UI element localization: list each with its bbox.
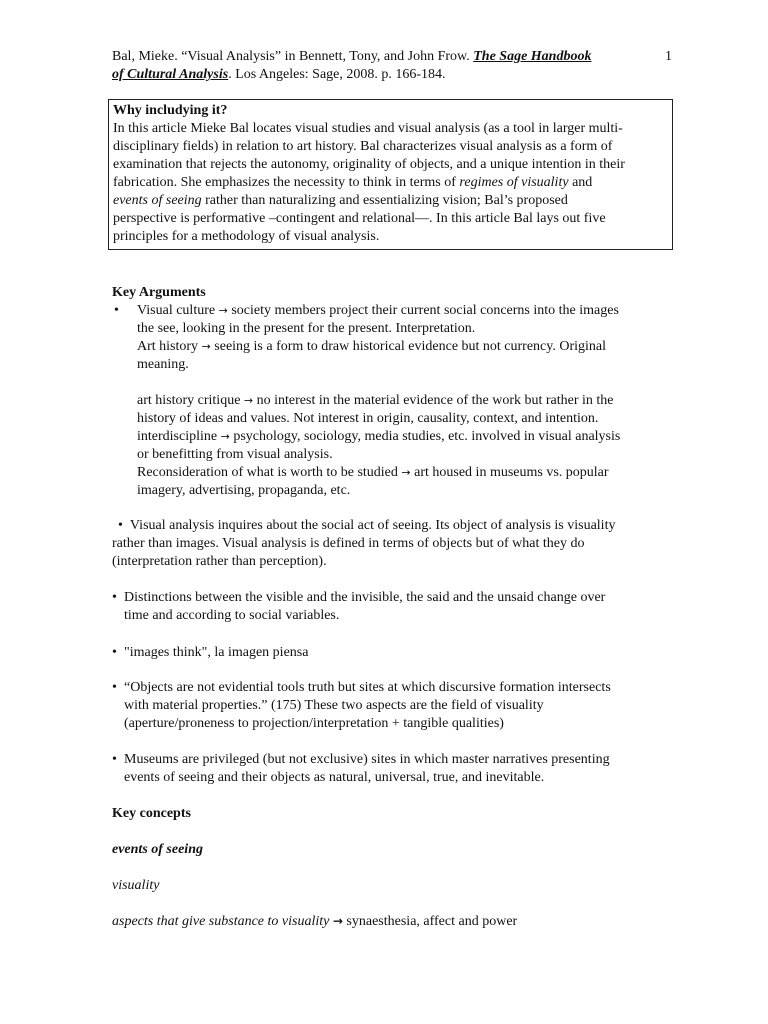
key-arguments-section (112, 284, 672, 500)
bullet-icon: • (112, 752, 117, 767)
bullet-icon: • (112, 680, 117, 695)
bullet-icon: • (112, 590, 117, 605)
list-item: • “Objects are not evidential tools truth but sites at which discursive formation intersects with material properties.” (175) These two aspects are the field of visuality (aperture/proneness to projection/interpretation + tangible qualities) (112, 680, 611, 731)
arrow-right-icon: → (401, 466, 411, 479)
list-item: • Visual culture → society members project their current social concerns into the images the see, looking in the present for the present. Interpretation. Art history → seeing is a form to draw historical evidence but not currency. Original meaning. art history critique → no interest in the material evidence of the work but rather in the history of ideas and values. Not interest in origin, causality, context, and intention. interdiscipline → psychology, sociology, media studies, etc. involved in visual analysis or benefitting from visual analysis. Reconsideration of what is worth to be studied → art housed in museums vs. popular imagery, advertising, propaganda, etc. (114, 303, 621, 498)
arrow-right-icon: → (220, 430, 230, 443)
box-line: examination that rejects the autonomy, originality of objects, and a unique intention in their (113, 157, 625, 172)
box-line: fabrication. She emphasizes the necessity to think in terms of regimes of visuality and (113, 175, 593, 190)
book-title: The Sage Handbook (473, 49, 592, 64)
concept-visuality: visuality (112, 878, 160, 893)
list-item: • Distinctions between the visible and the invisible, the said and the unsaid change over time and according to social variables. (112, 590, 606, 623)
list-item: • "images think", la imagen piensa (112, 645, 309, 660)
citation-line-2: of Cultural Analysis. Los Angeles: Sage, 2008. p. 166-184. (112, 67, 446, 82)
concept-aspects: aspects that give substance to visuality → synaesthesia, affect and power (112, 914, 518, 929)
citation-header (112, 48, 672, 84)
bullet-icon: • (118, 518, 123, 533)
concept-events-of-seeing: events of seeing (112, 842, 203, 857)
box-line: disciplinary fields) in relation to art history. Bal characterizes visual analysis as a form of (113, 139, 613, 154)
arrow-right-icon: → (332, 914, 343, 928)
citation-line-1: Bal, Mieke. “Visual Analysis” in Bennett, Tony, and John Frow. The Sage Handbook (112, 49, 592, 64)
key-concepts-heading: Key concepts (112, 806, 191, 821)
list-item: • Visual analysis inquires about the social act of seeing. Its object of analysis is visuality rather than images. Visual analysis is defined in terms of objects but of what they do (interpretation rather than perception). (112, 518, 616, 569)
list-item: • Museums are privileged (but not exclusive) sites in which master narratives presenting events of seeing and their objects as natural, universal, true, and inevitable. (112, 752, 610, 785)
page-number: 1 (665, 49, 672, 64)
bullet-icon: • (112, 645, 117, 660)
bullet-icon: • (114, 303, 119, 318)
box-line: principles for a methodology of visual analysis. (113, 229, 380, 244)
arrow-right-icon: → (201, 340, 211, 353)
why-including-box (108, 99, 673, 250)
box-line: In this article Mieke Bal locates visual studies and visual analysis (as a tool in larger multi- (113, 121, 623, 136)
arrow-right-icon: → (243, 394, 254, 407)
book-title-continued: of Cultural Analysis (112, 67, 229, 82)
arrow-right-icon: → (218, 304, 228, 317)
box-line: perspective is performative –contingent and relational—. In this article Bal lays out five (113, 211, 606, 226)
box-title: Why includying it? (113, 103, 228, 118)
key-arguments-heading: Key Arguments (112, 285, 206, 300)
box-line: events of seeing rather than naturalizing and essentializing vision; Bal’s proposed (113, 193, 568, 208)
